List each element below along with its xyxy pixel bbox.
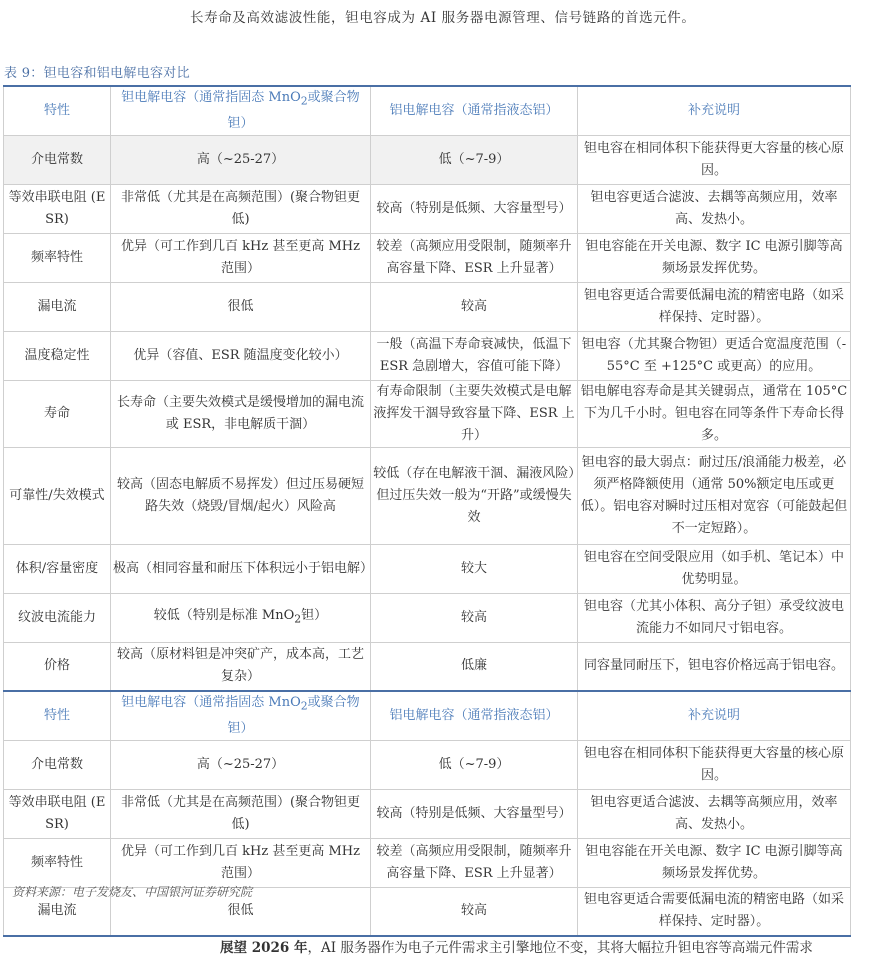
cell-text: 寿命 bbox=[43, 405, 70, 421]
cell-text: 优异（容值、ESR 随温度变化较小） bbox=[133, 347, 348, 363]
cell-text: 体积/容量密度 bbox=[15, 560, 99, 576]
table-row bbox=[4, 233, 851, 282]
cell-text: 漏电流 bbox=[37, 298, 77, 314]
header-cell-aluminum bbox=[371, 691, 578, 740]
cell-text: 较差（高频应用受限制，随频率升高容量下降、ESR 上升显著） bbox=[376, 843, 572, 881]
cell-property bbox=[4, 233, 111, 282]
cell-aluminum bbox=[371, 789, 578, 838]
header-cell-tantalum bbox=[111, 691, 371, 740]
header-label: 钽电解电容（通常指固态 MnO bbox=[121, 695, 301, 711]
cell-aluminum bbox=[371, 838, 578, 887]
cell-text: 较高 bbox=[460, 903, 487, 919]
cell-property bbox=[4, 544, 111, 593]
cell-aluminum bbox=[371, 740, 578, 789]
cell-text: 钽电容的最大弱点：耐过压/浪涌能力极差，必须严格降额使用（通常 50%额定电压或更低）。铝电容对瞬时过压相对宽容（可能鼓起但不一定短路）。 bbox=[580, 454, 848, 536]
cell-property bbox=[4, 838, 111, 887]
cell-text: 较差（高频应用受限制，随频率升高容量下降、ESR 上升显著） bbox=[376, 238, 572, 276]
cell-text: 较高（特别是低频、大容量型号） bbox=[376, 200, 572, 216]
body-paragraph-lead: 展望 2026 年 bbox=[220, 940, 308, 956]
cell-text: 钽电容在空间受限应用（如手机、笔记本）中优势明显。 bbox=[583, 549, 844, 587]
cell-text: 钽电容（尤其聚合物钽）更适合宽温度范围（-55°C 至 +125°C 或更高）的应用。 bbox=[581, 336, 847, 374]
cell-text: 频率特性 bbox=[30, 854, 83, 870]
cell-text: 长寿命（主要失效模式是缓慢增加的漏电流或 ESR，非电解质干涸） bbox=[116, 394, 364, 432]
comparison-table-body bbox=[4, 86, 851, 936]
cell-text: 低廉 bbox=[460, 658, 487, 674]
cell-text: 钽电容更适合需要低漏电流的精密电路（如采样保持、定时器）。 bbox=[583, 287, 844, 325]
cell-property bbox=[4, 447, 111, 544]
cell-text: 钽电容更适合需要低漏电流的精密电路（如采样保持、定时器）。 bbox=[583, 892, 844, 930]
cell-notes bbox=[578, 447, 851, 544]
cell-aluminum bbox=[371, 135, 578, 184]
header-cell-tantalum bbox=[111, 86, 371, 135]
cell-text: 高（~25-27） bbox=[196, 151, 285, 167]
cell-text: 非常低（尤其是在高频范围）(聚合物钽更低) bbox=[120, 794, 361, 832]
cell-text: 温度稳定性 bbox=[24, 347, 90, 363]
cell-notes bbox=[578, 838, 851, 887]
cell-text: 钽电容能在开关电源、数字 IC 电源引脚等高频场景发挥优势。 bbox=[585, 843, 843, 881]
cell-text: 纹波电流能力 bbox=[17, 609, 96, 625]
table-row bbox=[4, 447, 851, 544]
cell-text: 介电常数 bbox=[30, 756, 83, 772]
header-label: 铝电解电容（通常指液态铝） bbox=[389, 102, 559, 118]
cell-text: 一般（高温下寿命衰减快，低温下 ESR 急剧增大，容值可能下降） bbox=[376, 336, 572, 374]
cell-text: 价格 bbox=[43, 658, 70, 674]
header-cell-property bbox=[4, 86, 111, 135]
cell-text: 可靠性/失效模式 bbox=[9, 487, 105, 503]
cell-text: 较高 bbox=[460, 298, 487, 314]
cell-text: 漏电流 bbox=[37, 903, 77, 919]
cell-property bbox=[4, 593, 111, 642]
cell-text: 很低 bbox=[227, 903, 254, 919]
header-cell-property bbox=[4, 691, 111, 740]
cell-text: 极高（相同容量和耐压下体积远小于铝电解） bbox=[113, 560, 374, 576]
cell-aluminum bbox=[371, 544, 578, 593]
cell-text: 频率特性 bbox=[30, 249, 83, 265]
cell-text: 介电常数 bbox=[30, 151, 83, 167]
cell-aluminum bbox=[371, 887, 578, 936]
cell-notes bbox=[578, 331, 851, 380]
cell-text: 较低（特别是标准 MnO bbox=[153, 607, 295, 623]
body-paragraph bbox=[220, 936, 813, 956]
cell-aluminum bbox=[371, 282, 578, 331]
cell-text: 很低 bbox=[227, 298, 254, 314]
cell-notes bbox=[578, 135, 851, 184]
cell-property bbox=[4, 135, 111, 184]
header-subscript: 2 bbox=[300, 94, 308, 108]
cell-text: 优异（可工作到几百 kHz 甚至更高 MHz 范围） bbox=[121, 238, 360, 276]
header-label: 铝电解电容（通常指液态铝） bbox=[389, 707, 559, 723]
cell-property bbox=[4, 282, 111, 331]
header-cell-aluminum bbox=[371, 86, 578, 135]
cell-aluminum bbox=[371, 184, 578, 233]
cell-tantalum bbox=[111, 184, 371, 233]
header-cell-notes bbox=[578, 86, 851, 135]
cell-property bbox=[4, 331, 111, 380]
header-subscript: 2 bbox=[300, 699, 308, 713]
cell-text: 较高（特别是低频、大容量型号） bbox=[376, 805, 572, 821]
cell-notes bbox=[578, 789, 851, 838]
header-label: 补充说明 bbox=[687, 102, 740, 118]
cell-text: 钽电容在相同体积下能获得更大容量的核心原因。 bbox=[583, 745, 844, 783]
cell-tantalum bbox=[111, 135, 371, 184]
table-row bbox=[4, 789, 851, 838]
cell-notes bbox=[578, 887, 851, 936]
header-label: 或聚合物钽） bbox=[227, 90, 360, 131]
source-note: 资料来源：电子发烧友、中国银河证券研究院 bbox=[12, 885, 253, 899]
cell-text: 较低（存在电解液干涸、漏液风险）但过压失效一般为“开路”或缓慢失效 bbox=[373, 465, 575, 525]
cell-text: 优异（可工作到几百 kHz 甚至更高 MHz 范围） bbox=[121, 843, 360, 881]
table-row bbox=[4, 642, 851, 691]
table-row bbox=[4, 593, 851, 642]
cell-text: 同容量同耐压下，钽电容价格远高于铝电容。 bbox=[583, 658, 844, 674]
cell-aluminum bbox=[371, 331, 578, 380]
cell-text: 等效串联电阻 (ESR) bbox=[8, 794, 106, 832]
cell-notes bbox=[578, 642, 851, 691]
cell-text: 钽电容在相同体积下能获得更大容量的核心原因。 bbox=[583, 140, 844, 178]
cell-text: 有寿命限制（主要失效模式是电解液挥发干涸导致容量下降、ESR 上升） bbox=[373, 383, 575, 443]
intro-paragraph-line: 长寿命及高效滤波性能，钽电容成为 AI 服务器电源管理、信号链路的首选元件。 bbox=[190, 10, 696, 26]
header-label: 补充说明 bbox=[687, 707, 740, 723]
cell-property bbox=[4, 642, 111, 691]
cell-aluminum bbox=[371, 380, 578, 447]
cell-tantalum bbox=[111, 740, 371, 789]
cell-text: 钽电容（尤其小体积、高分子钽）承受纹波电流能力不如同尺寸铝电容。 bbox=[583, 598, 844, 636]
cell-notes bbox=[578, 184, 851, 233]
cell-text: 铝电解电容寿命是其关键弱点，通常在 105°C 下为几千小时。钽电容在同等条件下寿命长得多。 bbox=[580, 383, 848, 443]
cell-tantalum bbox=[111, 331, 371, 380]
table-row bbox=[4, 331, 851, 380]
cell-tantalum bbox=[111, 233, 371, 282]
table-row bbox=[4, 740, 851, 789]
cell-text: 等效串联电阻 (ESR) bbox=[8, 189, 106, 227]
table-row bbox=[4, 380, 851, 447]
header-label: 或聚合物钽） bbox=[227, 695, 360, 736]
header-label: 钽电解电容（通常指固态 MnO bbox=[121, 90, 301, 105]
cell-aluminum bbox=[371, 233, 578, 282]
cell-text: 钽电容能在开关电源、数字 IC 电源引脚等高频场景发挥优势。 bbox=[585, 238, 843, 276]
table-row bbox=[4, 184, 851, 233]
cell-property bbox=[4, 789, 111, 838]
cell-text: 非常低（尤其是在高频范围）(聚合物钽更低) bbox=[120, 189, 361, 227]
cell-tantalum bbox=[111, 544, 374, 593]
table-header-row bbox=[4, 691, 851, 740]
cell-text: 较大 bbox=[460, 560, 487, 576]
cell-text: 低（~7-9） bbox=[438, 756, 510, 772]
table-row bbox=[4, 282, 851, 331]
cell-tantalum bbox=[111, 447, 371, 544]
cell-notes bbox=[578, 282, 851, 331]
cell-text: 高（~25-27） bbox=[196, 756, 285, 772]
cell-notes bbox=[578, 233, 851, 282]
intro-paragraph bbox=[190, 0, 870, 28]
cell-notes bbox=[578, 593, 851, 642]
cell-aluminum bbox=[371, 447, 578, 544]
cell-notes bbox=[578, 544, 851, 593]
header-label: 特性 bbox=[43, 102, 70, 118]
comparison-table bbox=[3, 85, 851, 937]
cell-tantalum bbox=[111, 380, 371, 447]
table-row bbox=[4, 135, 851, 184]
cell-aluminum bbox=[371, 593, 578, 642]
table-caption: 表 9：钽电容和铝电解电容对比 bbox=[4, 66, 190, 81]
cell-notes bbox=[578, 380, 851, 447]
cell-text: 低（~7-9） bbox=[438, 151, 510, 167]
cell-property bbox=[4, 740, 111, 789]
cell-tantalum bbox=[111, 282, 371, 331]
cell-notes bbox=[578, 740, 851, 789]
table-header-row bbox=[4, 86, 851, 135]
cell-text: 较高 bbox=[460, 609, 487, 625]
table-row bbox=[4, 544, 851, 593]
cell-text: 钽电容更适合滤波、去耦等高频应用，效率高、发热小。 bbox=[590, 794, 838, 832]
body-paragraph-text: ，AI 服务器作为电子元件需求主引擎地位不变，其将大幅拉升钽电容等高端元件需求 bbox=[307, 940, 813, 956]
table-row bbox=[4, 838, 851, 887]
cell-text: 较高（原材料钽是冲突矿产，成本高，工艺复杂） bbox=[116, 647, 364, 685]
cell-tantalum bbox=[111, 789, 371, 838]
cell-tantalum bbox=[111, 838, 371, 887]
header-cell-notes bbox=[578, 691, 851, 740]
cell-text: 较高（固态电解质不易挥发）但过压易硬短路失效（烧毁/冒烟/起火）风险高 bbox=[116, 476, 364, 514]
cell-aluminum bbox=[371, 642, 578, 691]
cell-property bbox=[4, 380, 111, 447]
cell-text: 钽） bbox=[301, 607, 328, 623]
cell-property bbox=[4, 184, 111, 233]
cell-tantalum bbox=[111, 642, 371, 691]
cell-text: 钽电容更适合滤波、去耦等高频应用，效率高、发热小。 bbox=[590, 189, 838, 227]
header-label: 特性 bbox=[43, 707, 70, 723]
cell-tantalum bbox=[111, 593, 371, 642]
cell-subscript: 2 bbox=[294, 612, 302, 626]
